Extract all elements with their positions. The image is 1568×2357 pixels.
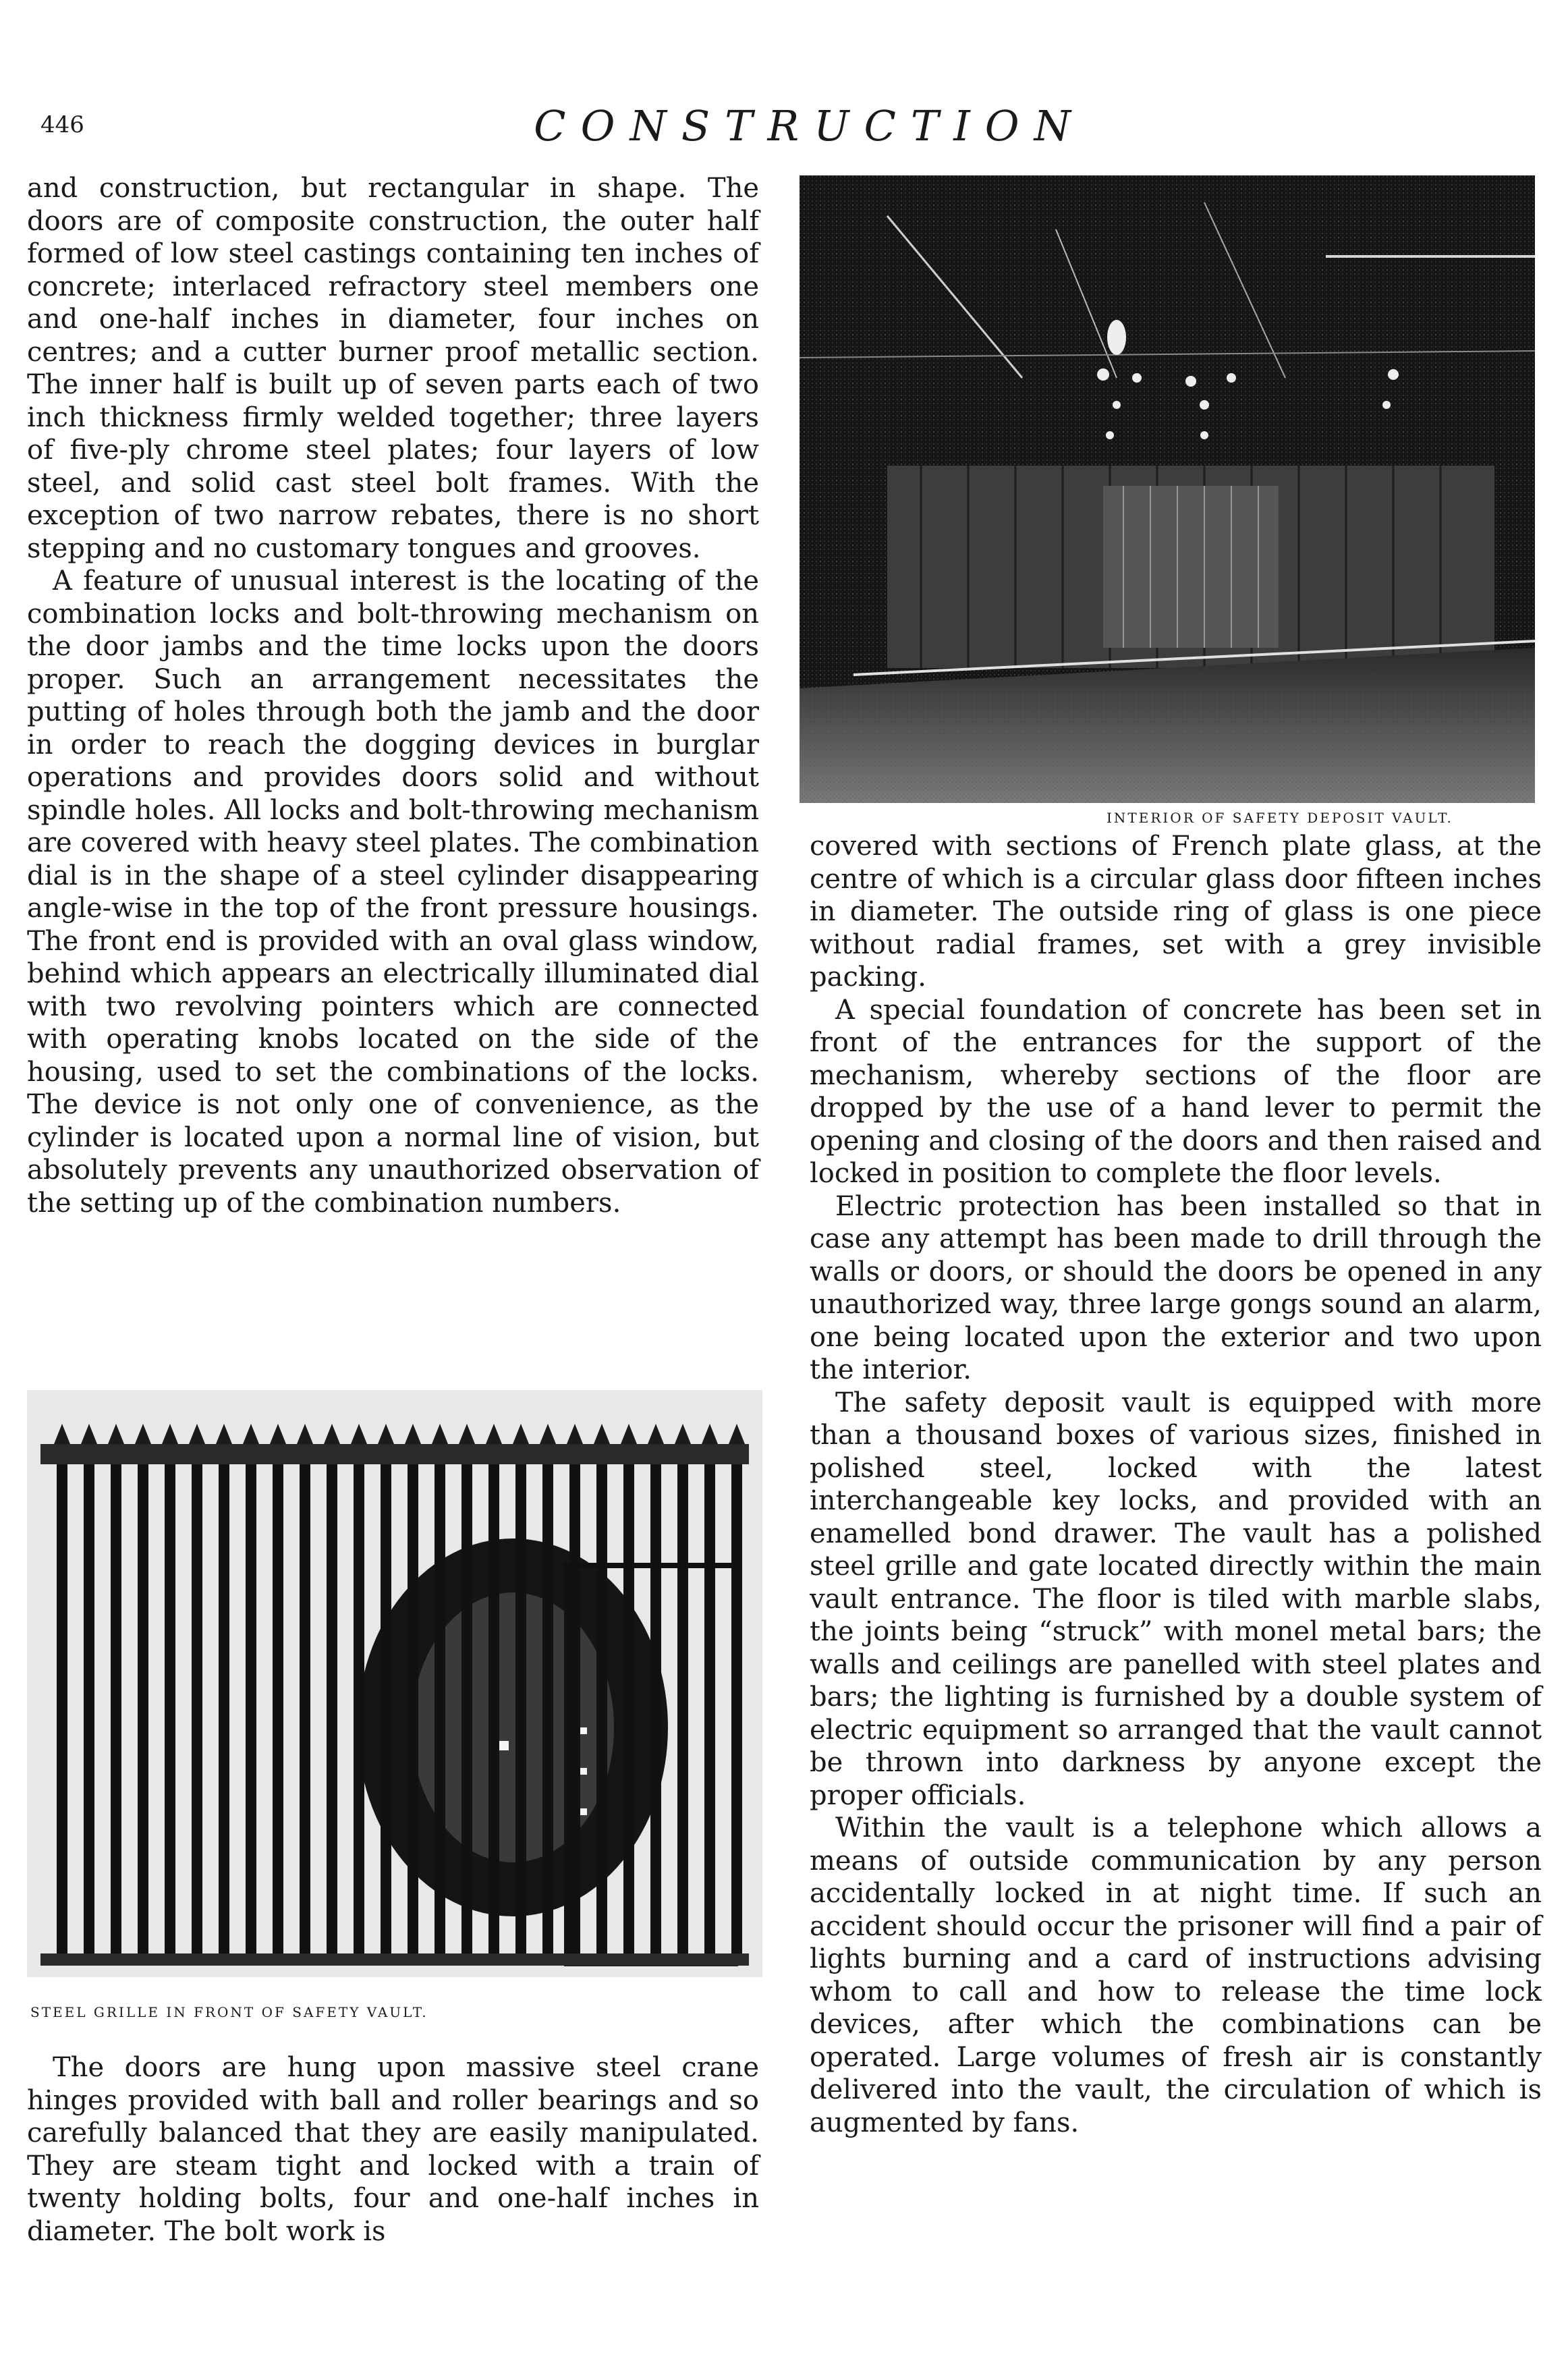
paragraph: The safety deposit vault is equipped with more than a thousand boxes of various sizes, finished in polished steel, locked with the latest interchangeable key locks, and provided with an enamelled bond drawer. The vault has a polished steel grille and gate located directly within the main vault entrance. The floor is tiled with marble slabs, the joints being “struck” with monel metal bars; the walls and ceilings are panelled with steel plates and bars; the lighting is furnished by a double system of electric equipment so arranged that the vault cannot be thrown into darkness by anyone except the proper officials. <box>810 1387 1542 1811</box>
paragraph: Electric protection has been installed so that in case any attempt has been made to drill through the walls or doors, or should the doors be opened in any unauthorized way, three large gongs sound an alarm, one being located upon the exterior and two upon the interior. <box>810 1190 1542 1385</box>
paragraph: A feature of unusual interest is the locating of the combination locks and bolt-throwing mechanism on the door jambs and the time locks upon the doors proper. Such an arrangement necessitates the putting of holes through both the jamb and the door in order to reach the dogging devices in burglar operations and provides doors solid and without spindle holes. All locks and bolt-throwing mechanism are covered with heavy steel plates. The combination dial is in the shape of a steel cylinder disappearing angle-wise in the top of the front pressure housings. The front end is provided with an oval glass window, behind which appears an electrically illuminated dial with two revolving pointers which are connected with operating knobs located on the side of the housing, used to set the combinations of the locks. The device is not only one of convenience, as the cylinder is located upon a normal line of vision, but absolutely prevents any unauthorized observation of the setting up of the combination numbers. <box>27 565 759 1219</box>
paragraph: Within the vault is a telephone which allows a means of outside communication by any person accidentally locked in at night time. If such an accident should occur the prisoner will find a pair of lights burning and a card of instructions advising whom to call and how to release the time lock devices, after which the combinations can be operated. Large volumes of fresh air is constantly delivered into the vault, the circulation of which is augmented by fans. <box>810 1812 1542 2138</box>
figure-caption: STEEL GRILLE IN FRONT OF SAFETY VAULT. <box>30 2004 428 2020</box>
paragraph: and construction, but rectangular in shape. The doors are of composite construction, the outer half formed of low steel castings containing ten inches of concrete; interlaced refractory steel members one and one-half inches in diameter, four inches on centres; and a cutter burner proof metallic section. The inner half is built up of seven parts each of two inch thickness firmly welded together; three layers of five-ply chrome steel plates; four layers of low steel, and solid cast steel bolt frames. With the exception of two narrow rebates, there is no short stepping and no customary tongues and grooves. <box>27 173 759 564</box>
right-column-text <box>810 830 1542 2139</box>
steel-grille-photo <box>27 1390 762 1977</box>
running-title: CONSTRUCTION <box>534 101 1086 150</box>
figure-caption: INTERIOR OF SAFETY DEPOSIT VAULT. <box>1107 810 1453 826</box>
vault-interior-photo <box>800 175 1535 803</box>
vault-interior-illustration <box>800 175 1535 803</box>
left-column-text-continued <box>27 2051 759 2248</box>
paragraph: The doors are hung upon massive steel crane hinges provided with ball and roller bearings and so carefully balanced that they are easily manipulated. They are steam tight and locked with a train of twenty holding bolts, four and one-half inches in diameter. The bolt work is <box>27 2052 759 2247</box>
paragraph: A special foundation of concrete has been set in front of the entrances for the support of the mechanism, whereby sections of the floor are dropped by the use of a hand lever to permit the opening and closing of the doors and then raised and locked in position to complete the floor levels. <box>810 994 1542 1189</box>
page-number: 446 <box>40 111 84 138</box>
paragraph: covered with sections of French plate glass, at the centre of which is a circular glass door fifteen inches in diameter. The outside ring of glass is one piece without radial frames, set with a grey invisible packing. <box>810 831 1542 993</box>
left-column-text <box>27 172 759 1219</box>
steel-grille-illustration <box>27 1390 762 1977</box>
